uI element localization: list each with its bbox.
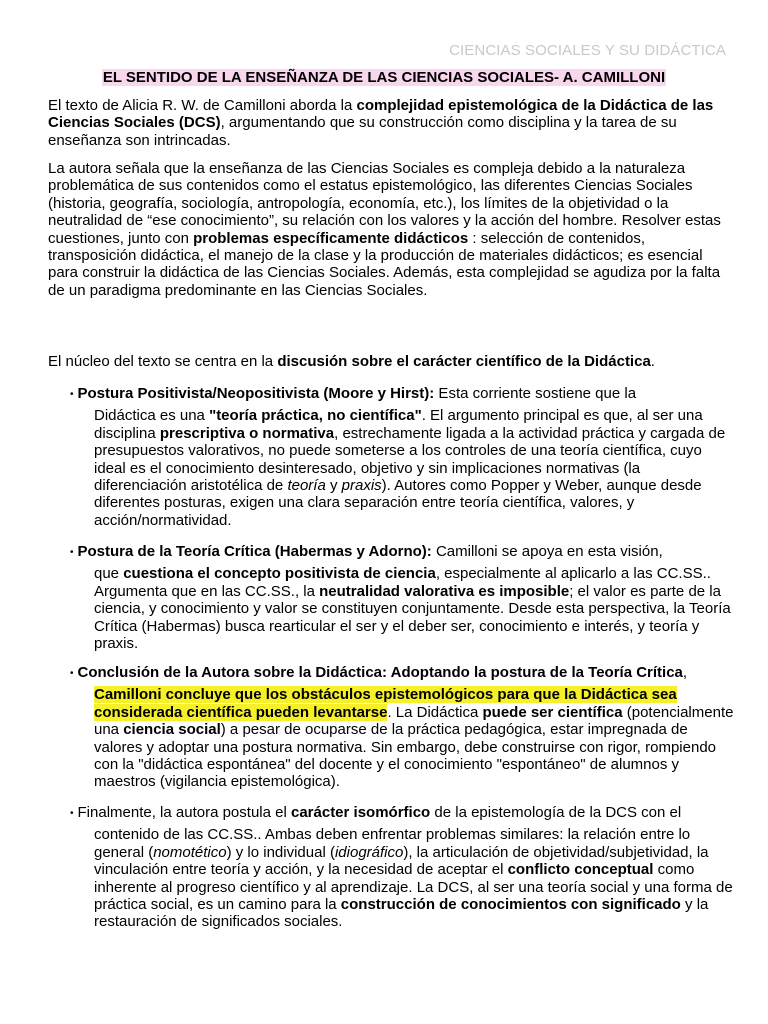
text-run: , argumentando que su construcción como disciplina y la tarea de su enseñanza son intrincadas. (48, 114, 677, 149)
bold-run: "teoría práctica, no científica" (209, 407, 422, 425)
text-run: Esta corriente sostiene que la (434, 385, 637, 402)
text-run: de la epistemología de la DCS con el (430, 804, 682, 821)
bullet-isomorphic (70, 804, 735, 931)
text-run: ; el valor es parte de la ciencia, y conocimiento y valor se constituyen conjuntamente. Desde esta perspectiva, la Teoría Crítica (Habermas) busca rearticular el ser y el deber ser, conocimiento e interés, y teoría y praxis. (94, 582, 731, 653)
bullet-heading: Conclusión de la Autora sobre la Didáctica: Adoptando la postura de la Teoría Crítica (77, 664, 683, 681)
bold-run: conflicto conceptual (507, 861, 654, 879)
bold-run: construcción de conocimientos con significado (340, 896, 681, 914)
bold-run: complejidad epistemológica de la Didáctica de las Ciencias Sociales (DCS) (48, 97, 714, 132)
text-run: Finalmente, la autora postula el (77, 804, 291, 821)
text-run: . (650, 353, 655, 370)
bullet-body (70, 826, 735, 930)
bullet-first-line (70, 664, 735, 683)
bullet-critical-theory (70, 543, 735, 652)
bullet-first-line (70, 804, 735, 823)
bold-run: ciencia social (123, 721, 221, 739)
bullet-icon: • (70, 389, 74, 400)
text-run: Didáctica es una (94, 407, 210, 425)
text-run: contenido de las CC.SS.. Ambas deben enfrentar problemas similares: la relación entre lo general ( (94, 826, 691, 861)
bullet-heading: Postura Positivista/Neopositivista (Moore y Hirst): (77, 385, 435, 402)
bullet-icon: • (70, 547, 74, 558)
bold-run: carácter isomórfico (290, 804, 431, 821)
bold-run: problemas específicamente didácticos (193, 229, 469, 247)
running-header: CIENCIAS SOCIALES Y SU DIDÁCTICA (449, 42, 726, 59)
bullet-positivist (70, 385, 735, 529)
italic-run: teoría (287, 477, 326, 495)
bullet-conclusion (70, 664, 735, 791)
text-run: ), la articulación de objetividad/subjetividad, la vinculación entre teoría y acción, y la necesidad de aceptar el (94, 843, 709, 879)
bold-run: prescriptiva o normativa (159, 424, 335, 442)
text-run: , estrechamente ligada a la actividad práctica y cargada de presupuestos valorativos, no puede someterse a los controles de una teoría científica, cuyo ideal es el conocimiento desinteresado, objetivo y sin implicaciones normativas (la diferenciación aristotélica de (94, 424, 726, 495)
bullet-first-line (70, 543, 735, 562)
bullet-body (70, 407, 735, 529)
text-run: ). Autores como Popper y Weber, aunque desde diferentes posturas, exigen una clara separación entre teoría científica, valores, y acción/normatividad. (94, 477, 702, 529)
bullet-heading: Postura de la Teoría Crítica (Habermas y Adorno): (77, 543, 432, 560)
text-run: El núcleo del texto se centra en la (48, 353, 278, 370)
text-run: . La Didáctica (387, 703, 483, 721)
italic-run: praxis (341, 477, 382, 495)
bold-run: discusión sobre el carácter científico de la Didáctica (277, 353, 651, 370)
complexity-paragraph (48, 160, 733, 299)
text-run: ) y lo individual ( (226, 843, 335, 861)
text-run: : selección de contenidos, transposición didáctica, el manejo de la clase y la producción de materiales didácticos; es esencial para construir la didáctica de las Ciencias Sociales. Además, esta complejidad se agudiza por la falta de un paradigma predominante en las Ciencias Sociales. (48, 229, 721, 299)
italic-run: nomotético (153, 843, 227, 861)
document-title (0, 68, 768, 88)
text-run: Camilloni se apoya en esta visión, (431, 543, 663, 560)
bold-run: puede ser científica (482, 703, 623, 721)
bold-run: neutralidad valorativa es imposible (319, 582, 570, 600)
text-run: (potencialmente una (94, 703, 734, 739)
intro-paragraph (48, 97, 733, 149)
bullet-icon: • (70, 668, 74, 679)
text-run: La autora señala que la enseñanza de las Ciencias Sociales es compleja debido a la naturaleza problemática de sus contenidos como el estatus epistemológico, las diferentes Ciencias Sociales (historia, geografía, sociología, antropología, economía, etc.), los límites de la objetividad o la neutralidad de “ese conocimiento”, su relación con los valores y la acción del hombre. Resolver estas cuestiones, junto con (48, 160, 721, 247)
text-run: El texto de Alicia R. W. de Camilloni aborda la (48, 97, 357, 114)
text-run: y la restauración de significados sociales. (94, 896, 709, 931)
bullet-body (70, 686, 735, 790)
core-paragraph (48, 353, 733, 370)
text-run: como inherente al progreso científico y al aprendizaje. La DCS, al ser una teoría social y una forma de práctica social, es un camino para la (94, 861, 733, 914)
text-run: ) a pesar de ocuparse de la práctica pedagógica, estar impregnada de valores y adoptar una postura normativa. Sin embargo, debe construirse con rigor, rompiendo con la "didáctica espontánea" del docente y el conocimiento "espontáneo" de alumnos y maestros (vigilancia epistemológica). (94, 721, 717, 791)
bold-run: cuestiona el concepto positivista de ciencia (123, 565, 436, 583)
text-run: y (325, 477, 342, 495)
bullet-first-line (70, 385, 735, 404)
text-run: . El argumento principal es que, al ser una disciplina (94, 407, 703, 442)
title-text: EL SENTIDO DE LA ENSEÑANZA DE LAS CIENCIAS SOCIALES- A. CAMILLONI (102, 69, 666, 86)
highlighted-run: Camilloni concluye que los obstáculos epistemológicos para que la Didáctica sea considerada científica pueden levantarse (94, 686, 677, 721)
text-run: que (94, 565, 124, 583)
text-run: , (682, 664, 688, 681)
italic-run: idiográfico (334, 843, 404, 861)
bullet-icon: • (70, 808, 74, 819)
text-run: , especialmente al aplicarlo a las CC.SS.. Argumenta que en las CC.SS., la (94, 565, 711, 600)
bullet-body (70, 565, 735, 652)
